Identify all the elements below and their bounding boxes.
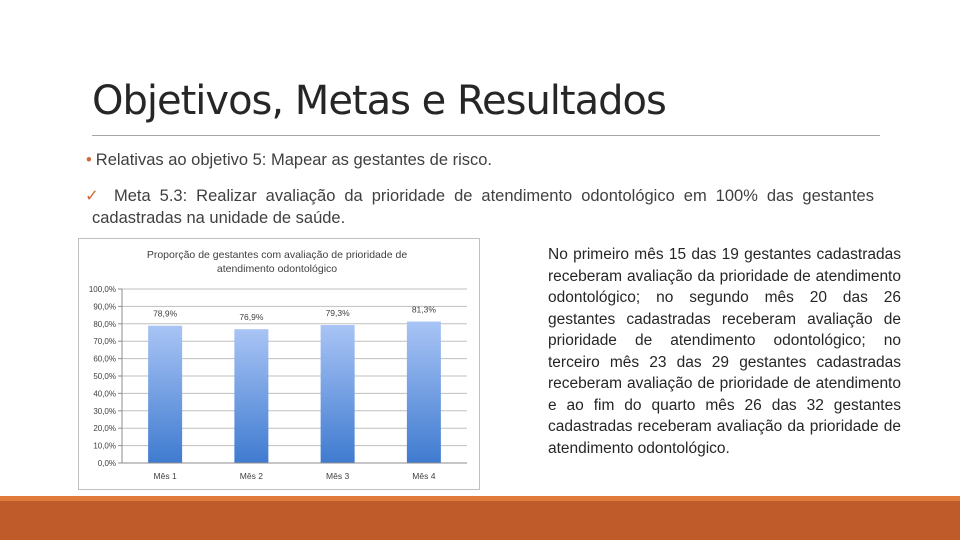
y-tick-label: 100,0% <box>88 285 116 294</box>
y-tick-label: 90,0% <box>93 302 116 312</box>
y-tick-label: 80,0% <box>93 319 116 329</box>
x-tick-label: Mês 1 <box>153 471 177 481</box>
bar <box>148 326 182 463</box>
data-labels <box>153 305 436 323</box>
data-label: 79,3% <box>325 308 350 319</box>
y-tick-label: 20,0% <box>93 424 116 434</box>
x-tick-label: Mês 2 <box>239 471 263 481</box>
y-tick-label: 60,0% <box>93 354 116 364</box>
y-tick-label: 10,0% <box>93 441 116 451</box>
bar-chart <box>79 239 479 489</box>
y-tick-label: 0,0% <box>97 459 116 468</box>
title-divider <box>92 135 880 136</box>
objective-text: Relativas ao objetivo 5: Mapear as gestantes de risco. <box>95 151 492 169</box>
results-summary: No primeiro mês 15 das 19 gestantes cadastradas receberam avaliação da prioridade de atendimento odontológico; no segundo mês 20 das 26 gestantes cadastradas receberam avaliação de prioridade de atendimento odontológico; no terceiro mês 23 das 29 gestantes cadastradas receberam avaliação de prioridade de atendimento e ao fim do quarto mês 26 das 32 gestantes cadastradas receberam avaliação da prioridade de atendimento odontológico. <box>548 246 901 457</box>
x-tick-label: Mês 3 <box>326 471 350 481</box>
x-axis <box>122 463 467 481</box>
y-tick-label: 70,0% <box>93 337 116 347</box>
bar <box>321 325 355 463</box>
slide-title: Objetivos, Metas e Resultados <box>92 78 666 124</box>
y-tick-label: 40,0% <box>93 389 116 399</box>
bullet-icon: • <box>86 151 92 169</box>
data-label: 76,9% <box>239 312 264 323</box>
y-tick-label: 50,0% <box>93 372 116 381</box>
y-axis <box>89 285 122 468</box>
bar <box>234 329 268 463</box>
checkmark-icon: ✓ <box>85 187 99 205</box>
x-tick-label: Mês 4 <box>412 471 436 481</box>
goal-bullet <box>85 185 874 229</box>
bars <box>148 322 441 463</box>
y-tick-label: 30,0% <box>93 406 116 416</box>
footer-bar <box>0 501 960 540</box>
goal-text: Meta 5.3: Realizar avaliação da prioridade de atendimento odontológico em 100% das gestantes cadastradas na unidade de saúde. <box>92 187 874 227</box>
data-label: 81,3% <box>411 304 436 315</box>
chart-title-line-2: atendimento odontológico <box>216 263 338 275</box>
data-label: 78,9% <box>153 308 178 319</box>
bar <box>407 322 441 463</box>
objective-bullet <box>86 151 492 170</box>
chart-title-line-1: Proporção de gestantes com avaliação de prioridade de <box>146 249 408 261</box>
chart-container <box>78 238 480 490</box>
